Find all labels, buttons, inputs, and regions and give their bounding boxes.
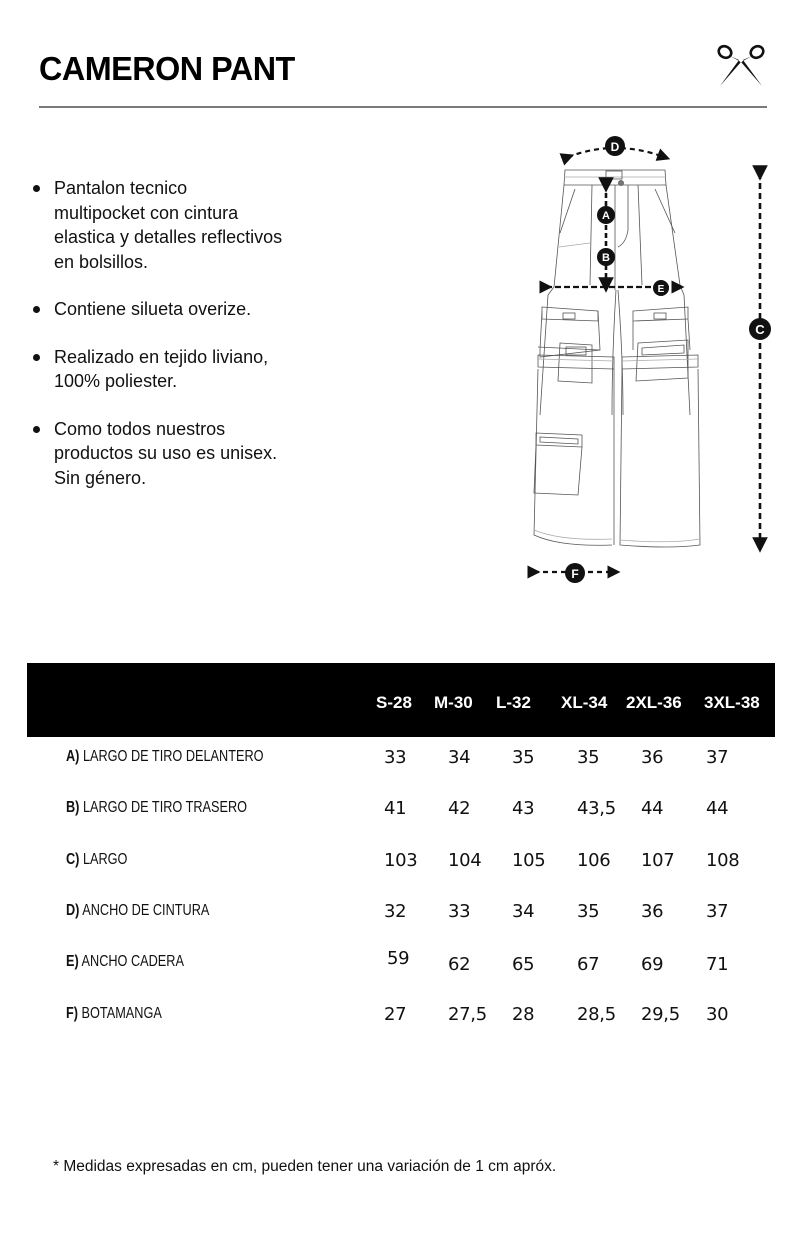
description-line: 100% poliester. — [54, 371, 178, 391]
bullet-icon — [33, 426, 40, 433]
size-header: 3XL-38 — [704, 693, 760, 712]
measurement-value: 103 — [384, 850, 418, 871]
measurement-key: E) — [66, 953, 79, 970]
measurement-label — [66, 902, 209, 920]
marker-b — [597, 248, 615, 266]
description-line: Contiene silueta overize. — [54, 299, 252, 319]
page-title: CAMERON PANT — [39, 50, 295, 87]
measurement-name: LARGO DE TIRO TRASERO — [82, 799, 248, 816]
measurement-value: 69 — [641, 954, 664, 975]
size-header: M-30 — [434, 693, 473, 712]
measurement-value: 41 — [384, 798, 407, 819]
measurement-value: 33 — [384, 747, 407, 768]
measurement-key: F) — [66, 1005, 79, 1022]
svg-text:D: D — [610, 140, 620, 154]
measurement-label — [66, 953, 184, 971]
svg-text:E: E — [657, 284, 665, 295]
measurement-value: 37 — [706, 747, 729, 768]
marker-f — [565, 563, 585, 583]
measurement-value: 28,5 — [577, 1004, 616, 1025]
measurement-value: 67 — [577, 954, 600, 975]
measurement-value: 65 — [512, 954, 535, 975]
footnote: * Medidas expresadas en cm, pueden tener una variación de 1 cm apróx. — [53, 1158, 557, 1175]
measurement-key: D) — [66, 902, 80, 919]
measurement-value: 62 — [448, 954, 471, 975]
measurement-value: 28 — [512, 1004, 535, 1025]
description-item — [30, 297, 340, 322]
measurement-label — [66, 851, 127, 869]
bullet-icon — [33, 185, 40, 192]
description-line: Como todos nuestros — [54, 418, 226, 439]
measurement-value: 29,5 — [641, 1004, 680, 1025]
measurement-value: 32 — [384, 901, 407, 922]
measurement-value: 43 — [512, 798, 535, 819]
measurement-value: 27 — [384, 1004, 407, 1025]
measurement-value: 36 — [641, 901, 664, 922]
measurement-value: 43,5 — [577, 798, 616, 819]
description-item — [30, 176, 340, 274]
measurement-key: B) — [66, 799, 80, 816]
measurement-name: ANCHO CADERA — [81, 953, 184, 970]
measurement-value: 30 — [706, 1004, 729, 1025]
measurement-value: 34 — [448, 747, 471, 768]
marker-e — [653, 280, 669, 296]
measurement-key: C) — [66, 851, 80, 868]
measurement-value: 27,5 — [448, 1004, 487, 1025]
measurement-value: 71 — [706, 954, 729, 975]
description-line: en bolsillos. — [54, 251, 149, 272]
bullet-icon — [33, 354, 40, 361]
description-line: elastica y detalles reflectivos — [54, 227, 283, 247]
size-table-header — [27, 663, 775, 737]
measurement-value: 35 — [577, 901, 600, 922]
measurement-value: 44 — [641, 798, 664, 819]
description-line: multipocket con cintura — [54, 202, 239, 223]
measurement-name: LARGO — [82, 851, 128, 868]
svg-text:A: A — [602, 210, 610, 222]
description-item — [30, 345, 340, 394]
measurement-value: 33 — [448, 901, 471, 922]
pants-measurement-diagram — [520, 125, 780, 595]
description-line: Pantalon tecnico — [54, 178, 188, 198]
measurement-value: 107 — [641, 850, 675, 871]
measurement-value: 35 — [577, 747, 600, 768]
measurement-value: 42 — [448, 798, 471, 819]
measurement-value: 36 — [641, 747, 664, 768]
bullet-icon — [33, 306, 40, 313]
description-item — [30, 417, 340, 491]
measurement-value: 44 — [706, 798, 729, 819]
measurement-value: 108 — [706, 850, 740, 871]
measurement-value: 104 — [448, 850, 482, 871]
measurement-label — [66, 748, 264, 766]
measurement-name: ANCHO DE CINTURA — [82, 902, 210, 919]
svg-text:B: B — [602, 252, 610, 264]
svg-text:C: C — [755, 322, 765, 337]
marker-a — [597, 206, 615, 224]
size-header: 2XL-36 — [626, 693, 682, 712]
size-header: S-28 — [376, 693, 412, 712]
description-line: productos su uso es unisex. — [54, 443, 278, 463]
header-divider — [39, 106, 767, 108]
marker-c — [749, 318, 771, 340]
description-list — [30, 176, 340, 513]
description-line: Realizado en tejido liviano, — [54, 346, 269, 367]
measurement-name: BOTAMANGA — [81, 1005, 162, 1022]
pants-outline — [534, 170, 700, 547]
measurement-value: 35 — [512, 747, 535, 768]
marker-d — [605, 136, 625, 156]
measurement-value: 59 — [387, 948, 410, 969]
measurement-value: 106 — [577, 850, 611, 871]
measurement-label — [66, 799, 247, 817]
measurement-name: LARGO DE TIRO DELANTERO — [82, 748, 264, 765]
measurement-value: 34 — [512, 901, 535, 922]
measurement-value: 37 — [706, 901, 729, 922]
size-header: L-32 — [496, 693, 531, 712]
description-line: Sin género. — [54, 467, 147, 488]
measurement-key: A) — [66, 748, 80, 765]
measurement-label — [66, 1005, 162, 1023]
size-header: XL-34 — [561, 693, 608, 712]
measurement-value: 105 — [512, 850, 546, 871]
svg-text:F: F — [571, 567, 579, 581]
scissors-icon — [716, 42, 766, 88]
